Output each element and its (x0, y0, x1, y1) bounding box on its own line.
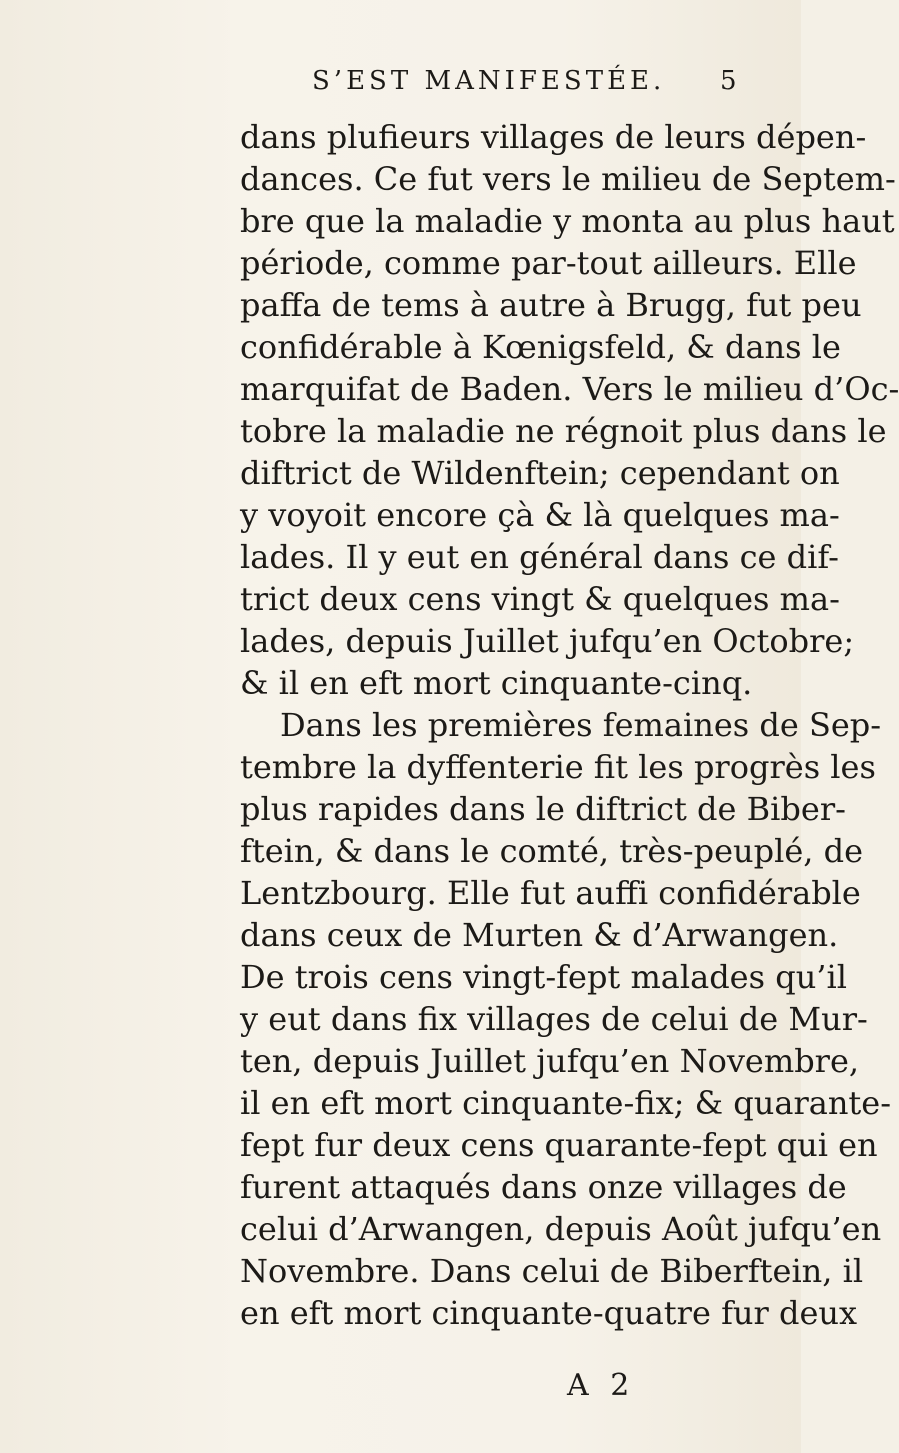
text-line: y eut dans fix villages de celui de Mur- (240, 1000, 868, 1038)
text-line: bre que la maladie y monta au plus haut (240, 202, 895, 240)
text-line: lades, depuis Juillet jufqu’en Octobre; (240, 622, 855, 660)
text-line: y voyoit encore çà & là quelques ma- (240, 496, 840, 534)
text-line: marquifat de Baden. Vers le milieu d’Oc- (240, 370, 899, 408)
text-line: dances. Ce fut vers le milieu de Septem- (240, 160, 896, 198)
text-line: Lentzbourg. Elle fut auffi confidérable (240, 874, 861, 912)
text-line: celui d’Arwangen, depuis Août jufqu’en (240, 1210, 882, 1248)
page-number: 5 (720, 66, 737, 96)
text-line: diftrict de Wildenftein; cependant on (240, 454, 840, 492)
text-line: Novembre. Dans celui de Biberftein, il (240, 1252, 864, 1290)
text-line: tobre la maladie ne régnoit plus dans le (240, 412, 887, 450)
text-line: paffa de tems à autre à Brugg, fut peu (240, 286, 862, 324)
text-line: dans plufieurs villages de leurs dépen- (240, 118, 867, 156)
text-line: dans ceux de Murten & d’Arwangen. (240, 916, 839, 954)
paragraph-first-line: Dans les premières femaines de Sep- (280, 706, 882, 744)
text-line: furent attaqués dans onze villages de (240, 1168, 847, 1206)
text-line: en eft mort cinquante-quatre fur deux (240, 1294, 858, 1332)
text-line: lades. Il y eut en général dans ce dif- (240, 538, 839, 576)
text-line: il en eft mort cinquante-fix; & quarante- (240, 1084, 892, 1122)
text-line: période, comme par-tout ailleurs. Elle (240, 244, 857, 282)
text-line: fept fur deux cens quarante-fept qui en (240, 1126, 878, 1164)
text-line: confidérable à Kœnigsfeld, & dans le (240, 328, 841, 366)
signature-mark: A 2 (567, 1368, 636, 1403)
running-head (312, 66, 737, 96)
text-line: trict deux cens vingt & quelques ma- (240, 580, 840, 618)
text-line: ten, depuis Juillet jufqu’en Novembre, (240, 1042, 860, 1080)
text-line: ftein, & dans le comté, très-peuplé, de (240, 832, 864, 870)
text-line: De trois cens vingt-fept malades qu’il (240, 958, 847, 996)
text-line: tembre la dyffenterie fit les progrès les (240, 748, 876, 786)
text-line: & il en eft mort cinquante-cinq. (240, 664, 753, 702)
running-title: S’EST MANIFESTÉE. (312, 66, 666, 96)
text-line: plus rapides dans le diftrict de Biber- (240, 790, 846, 828)
